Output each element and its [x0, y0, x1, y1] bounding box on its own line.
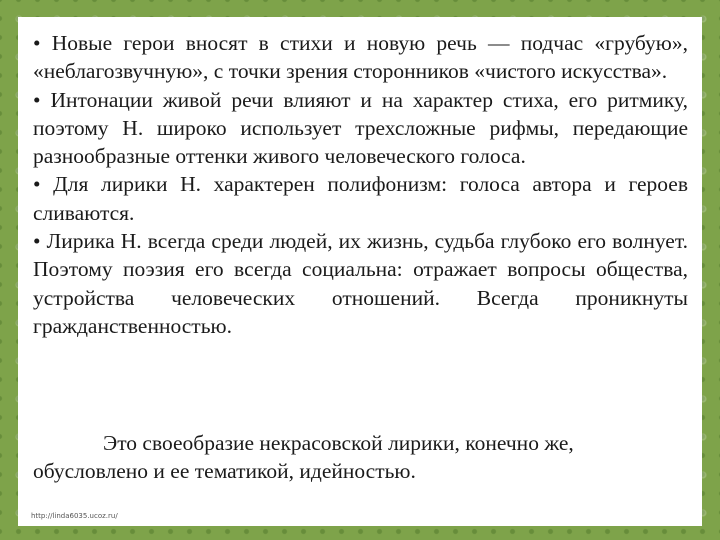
bullet-paragraph-new-heroes: • Новые герои вносят в стихи и новую речь — подчас «грубую», «неблагозвучную», с точки зрения сторонников «чистого искусства».	[33, 31, 688, 84]
bullet-paragraph-intonations: • Интонации живой речи влияют и на характер стиха, его ритмику, поэтому Н. широко использует трехсложные рифмы, передающие разнообразные оттенки живого человеческого голоса.	[33, 87, 688, 169]
slide-content-card	[18, 17, 702, 526]
bullet-paragraph-polyphony: • Для лирики Н. характерен полифонизм: голоса автора и героев сливаются.	[33, 172, 688, 225]
source-url: http://linda6035.ucoz.ru/	[31, 512, 118, 520]
closing-paragraph: Это своеобразие некрасовской лирики, конечно же, обусловлено и ее тематикой, идейностью.	[33, 431, 574, 484]
bullet-paragraph-lyrics-among-people: • Лирика Н. всегда среди людей, их жизнь, судьба глубоко его волнует. Поэтому поэзия его всегда социальна: отражает вопросы общества, устройства человеческих отношений. Всегда проникнуты гражданственностью.	[33, 229, 688, 338]
